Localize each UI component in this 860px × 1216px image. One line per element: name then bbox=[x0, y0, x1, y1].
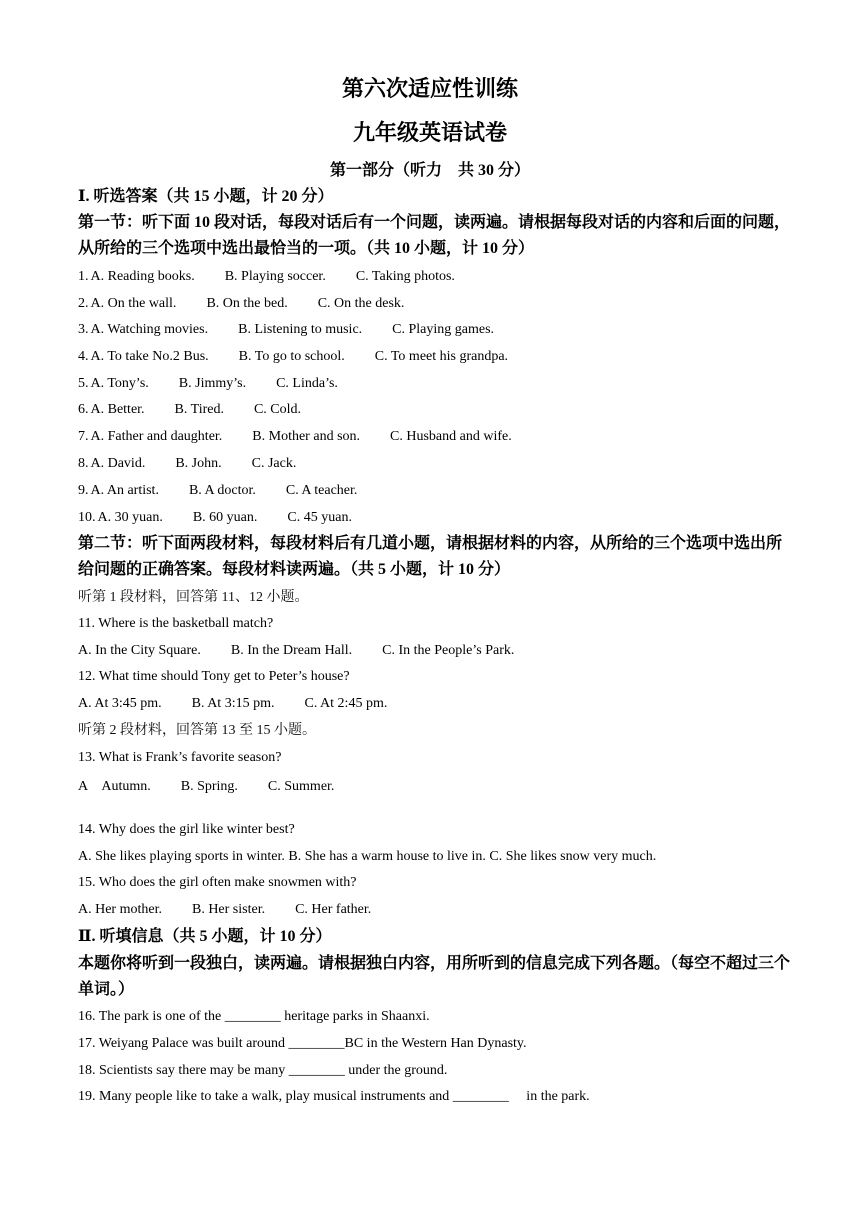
option-b: B. A doctor. bbox=[188, 483, 256, 498]
question-number: 7. bbox=[78, 429, 89, 444]
option-c: C. In the People’s Park. bbox=[382, 643, 515, 658]
option-a: A. David. bbox=[90, 456, 146, 471]
question-12: 12. What time should Tony get to Peter’s house? bbox=[78, 669, 350, 684]
option-b: B. On the bed. bbox=[206, 296, 288, 311]
option-a: A. Her mother. bbox=[78, 902, 162, 917]
question-11: 11. Where is the basketball match? bbox=[78, 616, 274, 631]
question-number: 9. bbox=[78, 483, 89, 498]
option-b: B. Spring. bbox=[180, 779, 238, 794]
section-two-instructions: 本题你将听到一段独白，读两遍。请根据独白内容，用所听到的信息完成下列各题。（每空不超过三个单词。） bbox=[78, 955, 791, 998]
subsection-two-instructions: 第二节：听下面两段材料，每段材料后有几道小题，请根据材料的内容，从所给的三个选项中选出所给问题的正确答案。每段材料读两遍。（共 5 小题，计 10 分） bbox=[78, 535, 783, 578]
question-row bbox=[78, 374, 338, 394]
question-16: 16. The park is one of the ________ heritage parks in Shaanxi. bbox=[78, 1009, 430, 1024]
exam-subtitle: 九年级英语试卷 bbox=[352, 120, 507, 145]
option-c: C. Jack. bbox=[251, 456, 297, 471]
question-14: 14. Why does the girl like winter best? bbox=[78, 822, 295, 837]
question-row bbox=[78, 454, 296, 474]
subsection-one-instructions: 第一节：听下面 10 段对话，每段对话后有一个问题，读两遍。请根据每段对话的内容和后面的问题，从所给的三个选项中选出最恰当的一项。（共 10 小题，计 10 分） bbox=[78, 214, 791, 257]
option-c: C. At 2:45 pm. bbox=[304, 696, 388, 711]
question-14-options: A. She likes playing sports in winter. B. She has a warm house to live in. C. She likes snow very much. bbox=[78, 849, 657, 864]
question-13: 13. What is Frank’s favorite season? bbox=[78, 750, 282, 765]
question-row bbox=[78, 400, 301, 420]
question-row bbox=[78, 508, 352, 528]
section-one-heading: Ⅰ. 听选答案（共 15 小题，计 20 分） bbox=[78, 188, 334, 205]
question-number: 4. bbox=[78, 349, 89, 364]
option-b: B. Playing soccer. bbox=[224, 269, 326, 284]
option-b: B. 60 yuan. bbox=[192, 510, 258, 525]
option-c: C. Linda’s. bbox=[276, 376, 338, 391]
option-a: A. Tony’s. bbox=[90, 376, 149, 391]
option-b: B. Listening to music. bbox=[238, 322, 363, 337]
part-one-heading: 第一部分（听力 共 30 分） bbox=[329, 162, 530, 179]
question-number: 3. bbox=[78, 322, 89, 337]
option-b: B. John. bbox=[175, 456, 222, 471]
question-12-options bbox=[78, 694, 387, 714]
question-number: 6. bbox=[78, 402, 89, 417]
option-b: B. Tired. bbox=[174, 402, 224, 417]
option-c: C. Cold. bbox=[253, 402, 302, 417]
option-c: C. Her father. bbox=[295, 902, 372, 917]
exam-title: 第六次适应性训练 bbox=[341, 76, 518, 101]
question-19: 19. Many people like to take a walk, play musical instruments and ________ in the park. bbox=[78, 1089, 590, 1104]
question-15: 15. Who does the girl often make snowmen with? bbox=[78, 875, 357, 890]
question-number: 2. bbox=[78, 296, 89, 311]
option-c: C. Taking photos. bbox=[355, 269, 455, 284]
question-row bbox=[78, 294, 404, 314]
question-row bbox=[78, 320, 494, 340]
option-a: A. 30 yuan. bbox=[97, 510, 163, 525]
option-b: B. Her sister. bbox=[191, 902, 266, 917]
option-c: C. Playing games. bbox=[392, 322, 495, 337]
question-17: 17. Weiyang Palace was built around ________BC in the Western Han Dynasty. bbox=[78, 1036, 527, 1051]
option-c: C. Summer. bbox=[267, 779, 335, 794]
question-number: 10. bbox=[78, 510, 96, 525]
material-two-note: 听第 2 段材料，回答第 13 至 15 小题。 bbox=[78, 723, 316, 738]
option-b: B. Jimmy’s. bbox=[178, 376, 247, 391]
question-number: 5. bbox=[78, 376, 89, 391]
question-row bbox=[78, 347, 508, 367]
question-13-options bbox=[78, 777, 334, 797]
option-a: A. Reading books. bbox=[90, 269, 195, 284]
material-one-note: 听第 1 段材料，回答第 11、12 小题。 bbox=[78, 590, 309, 605]
option-b: B. Mother and son. bbox=[252, 429, 361, 444]
option-c: C. On the desk. bbox=[317, 296, 405, 311]
question-15-options bbox=[78, 900, 371, 920]
question-11-options bbox=[78, 641, 514, 661]
option-a: A. Watching movies. bbox=[90, 322, 209, 337]
option-c: C. 45 yuan. bbox=[287, 510, 352, 525]
question-row bbox=[78, 481, 357, 501]
option-a: A. An artist. bbox=[90, 483, 159, 498]
option-a: A. Father and daughter. bbox=[90, 429, 223, 444]
option-b: B. To go to school. bbox=[238, 349, 345, 364]
option-a: A Autumn. bbox=[78, 779, 151, 794]
option-b: B. In the Dream Hall. bbox=[230, 643, 353, 658]
option-c: C. To meet his grandpa. bbox=[374, 349, 509, 364]
option-a: A. To take No.2 Bus. bbox=[90, 349, 209, 364]
question-number: 8. bbox=[78, 456, 89, 471]
option-c: C. A teacher. bbox=[285, 483, 358, 498]
question-number: 1. bbox=[78, 269, 89, 284]
option-c: C. Husband and wife. bbox=[390, 429, 512, 444]
option-b: B. At 3:15 pm. bbox=[191, 696, 275, 711]
question-row bbox=[78, 427, 512, 447]
option-a: A. On the wall. bbox=[90, 296, 177, 311]
question-18: 18. Scientists say there may be many ________ under the ground. bbox=[78, 1063, 448, 1078]
option-a: A. In the City Square. bbox=[78, 643, 201, 658]
section-two-heading: Ⅱ. 听填信息（共 5 小题，计 10 分） bbox=[78, 928, 332, 945]
option-a: A. At 3:45 pm. bbox=[78, 696, 162, 711]
option-a: A. Better. bbox=[90, 402, 145, 417]
question-row bbox=[78, 267, 455, 287]
